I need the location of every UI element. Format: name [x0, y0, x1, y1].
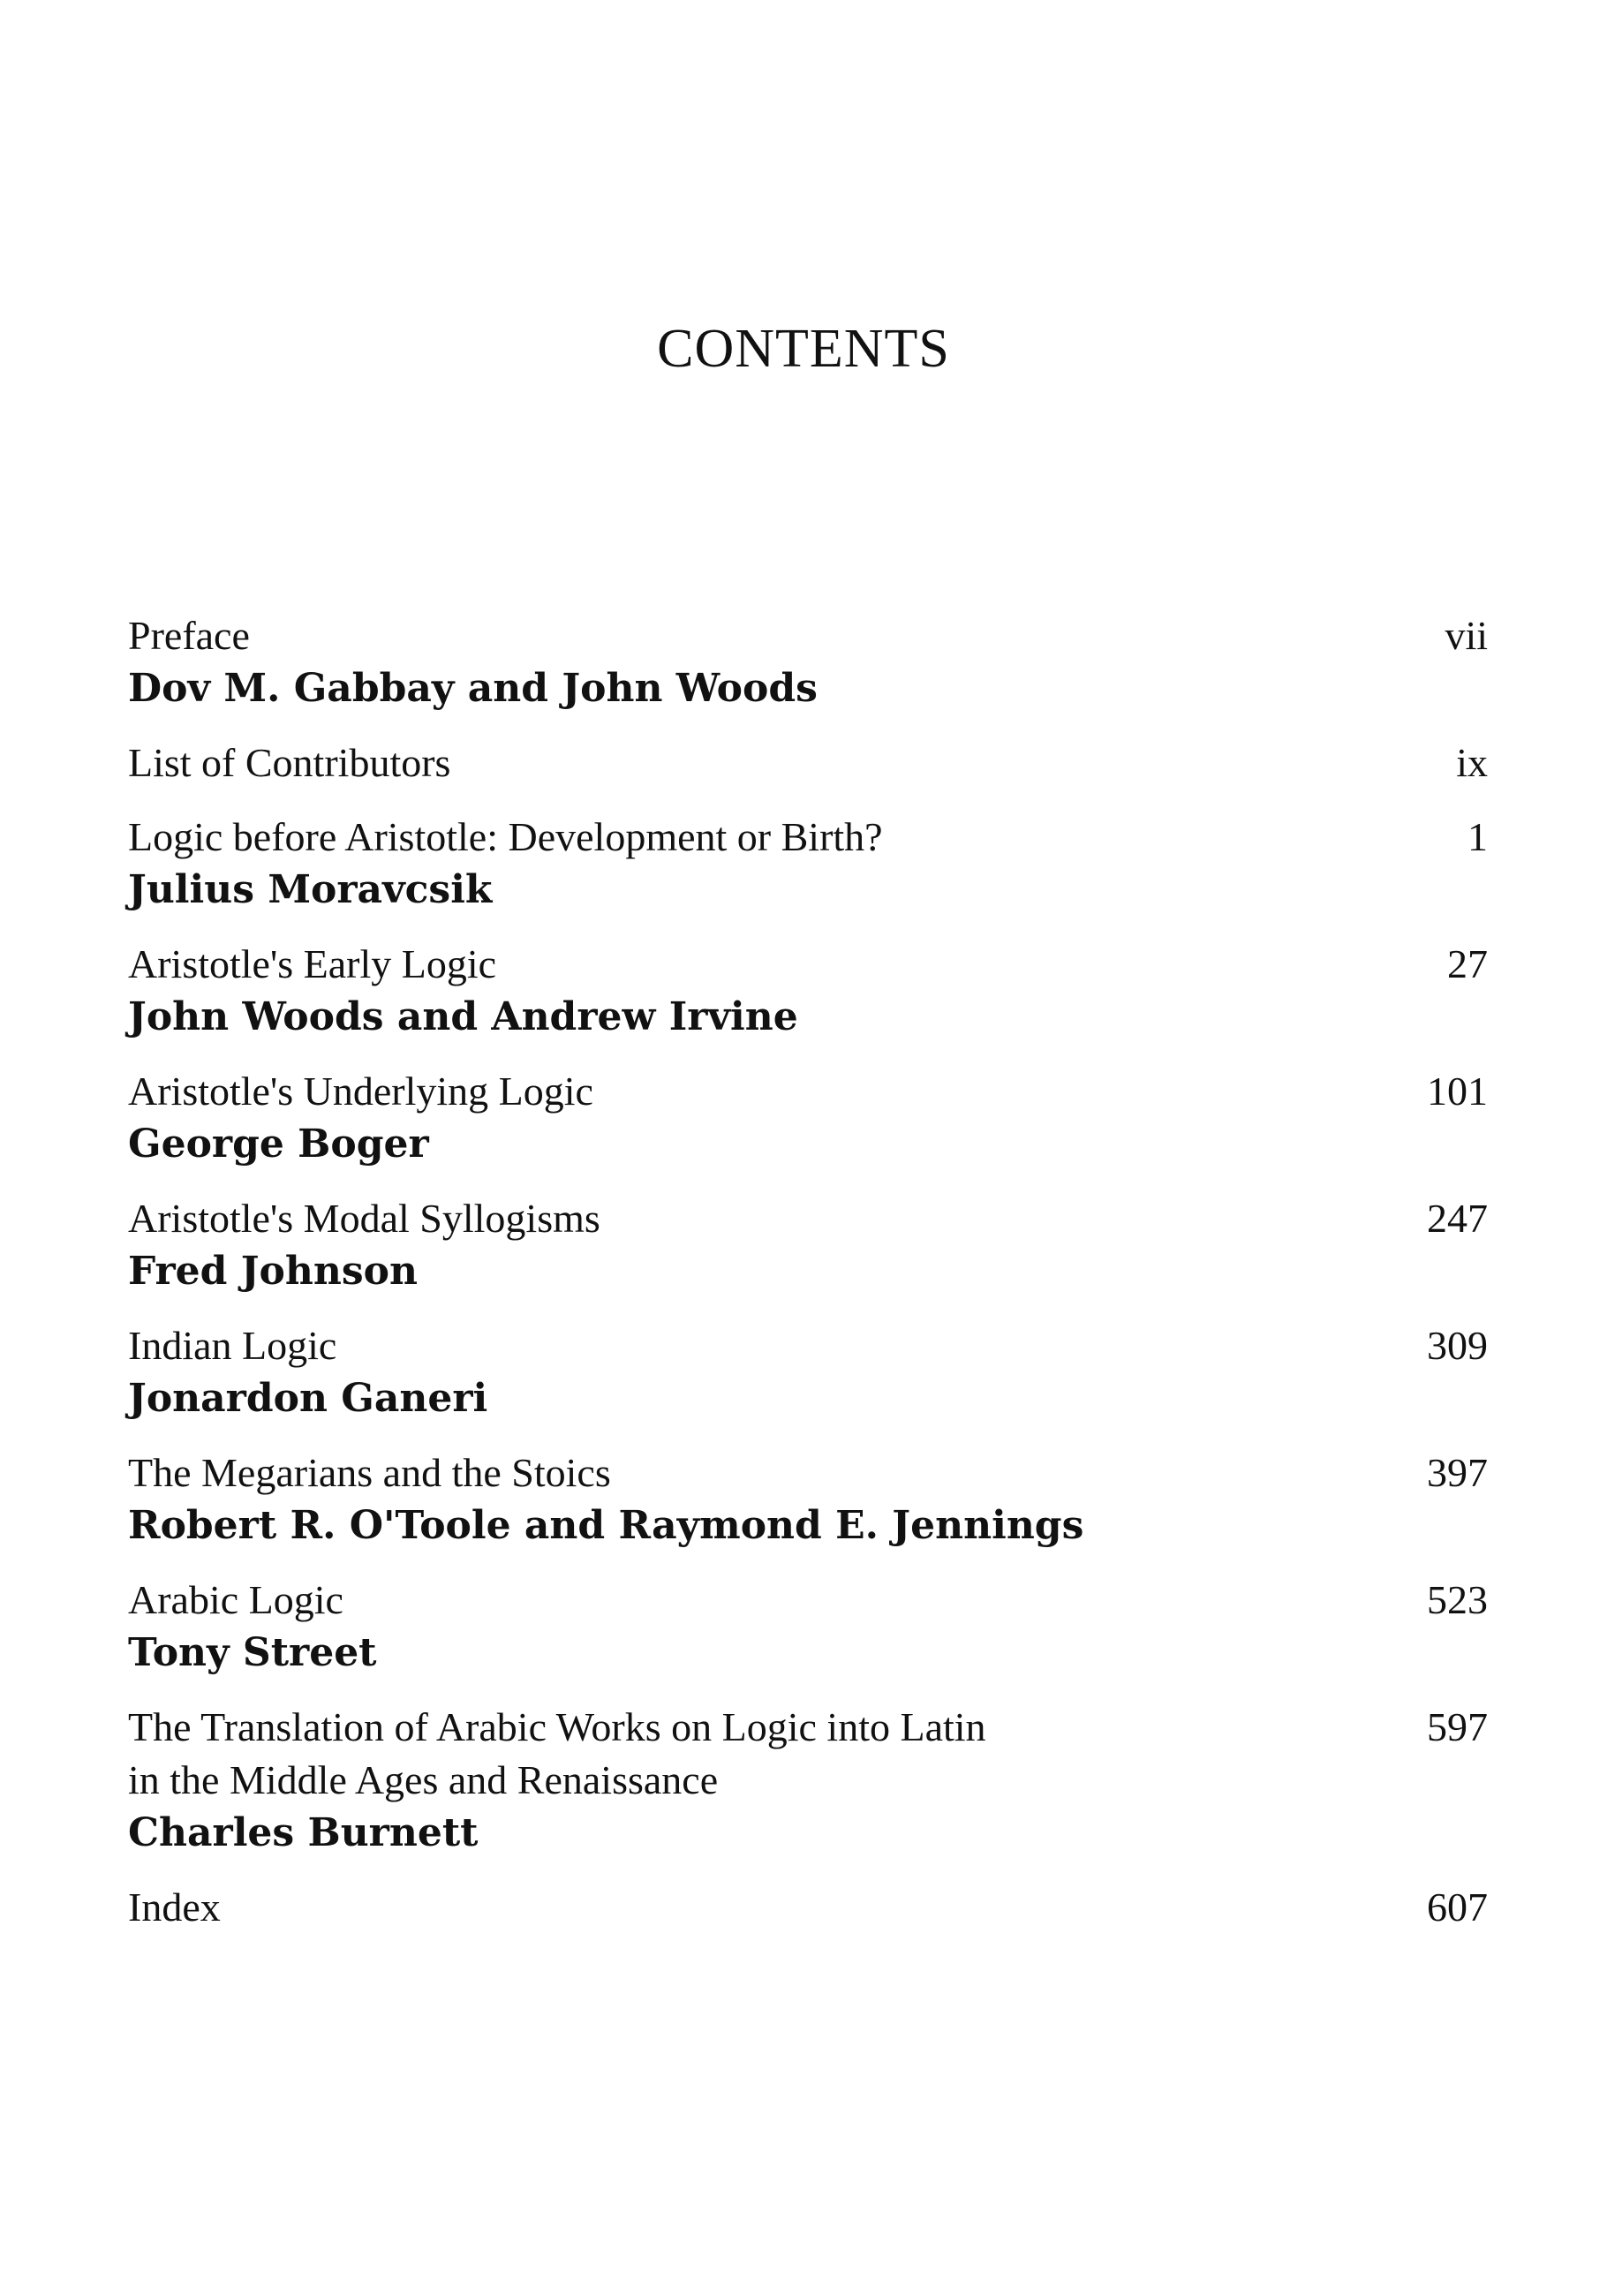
- toc-entry-indian-logic: [128, 1319, 1488, 1425]
- toc-entry-author: Julius Moravcsik: [128, 867, 493, 912]
- toc-entry-author: Dov M. Gabbay and John Woods: [128, 666, 818, 711]
- toc-entry-page: 247: [1427, 1196, 1488, 1241]
- toc-entry-page: ix: [1456, 740, 1488, 785]
- toc-entry-title: Aristotle's Underlying Logic: [128, 1069, 593, 1114]
- toc-entry-page: 309: [1427, 1323, 1488, 1368]
- toc-entry-page: 1: [1467, 814, 1488, 859]
- toc-entry-author: Fred Johnson: [128, 1249, 418, 1294]
- toc-entry-title: Index: [128, 1884, 221, 1930]
- toc-entry-megarians-and-stoics: [128, 1446, 1488, 1552]
- toc-entry-arabic-logic: [128, 1574, 1488, 1680]
- toc-entry-title: The Megarians and the Stoics: [128, 1450, 611, 1495]
- toc-entry-title: Arabic Logic: [128, 1577, 343, 1622]
- toc-entry-title: Logic before Aristotle: Development or Birth?: [128, 814, 883, 859]
- toc-entry-index: [128, 1881, 1488, 1934]
- toc-entry-title: The Translation of Arabic Works on Logic into Latin in the Middle Ages and Renaissance: [128, 1704, 986, 1802]
- toc-entry-author: John Woods and Andrew Irvine: [128, 994, 798, 1039]
- toc-entry-page: 523: [1427, 1577, 1488, 1622]
- page-title: CONTENTS: [657, 319, 950, 379]
- toc-entry-author: Jonardon Ganeri: [128, 1376, 488, 1421]
- toc-entry-author: Tony Street: [128, 1630, 377, 1675]
- toc-entry-title: Aristotle's Early Logic: [128, 941, 497, 986]
- toc-entry-list-of-contributors: [128, 736, 1488, 789]
- toc-entry-page: 597: [1427, 1704, 1488, 1749]
- toc-entry-page: 397: [1427, 1450, 1488, 1495]
- toc-entry-author: Robert R. O'Toole and Raymond E. Jennings: [128, 1503, 1084, 1548]
- toc-entry-page: 607: [1427, 1884, 1488, 1930]
- toc-entry-translation-of-arabic-works: [128, 1701, 1488, 1860]
- toc-entry-author: George Boger: [128, 1122, 429, 1167]
- toc-entry-aristotles-early-logic: [128, 938, 1488, 1044]
- toc-entry-title: Preface: [128, 613, 250, 658]
- toc-entry-aristotles-underlying-logic: [128, 1065, 1488, 1171]
- toc-entry-page: vii: [1445, 613, 1488, 658]
- toc-entry-page: 27: [1447, 941, 1488, 986]
- toc-entry-title: Indian Logic: [128, 1323, 337, 1368]
- table-of-contents: [128, 609, 1488, 1955]
- toc-entry-page: 101: [1427, 1069, 1488, 1114]
- toc-entry-logic-before-aristotle: [128, 811, 1488, 917]
- toc-entry-preface: [128, 609, 1488, 715]
- toc-entry-author: Charles Burnett: [128, 1810, 479, 1855]
- toc-entry-title: Aristotle's Modal Syllogisms: [128, 1196, 600, 1241]
- toc-entry-title: List of Contributors: [128, 740, 451, 785]
- toc-entry-aristotles-modal-syllogisms: [128, 1192, 1488, 1298]
